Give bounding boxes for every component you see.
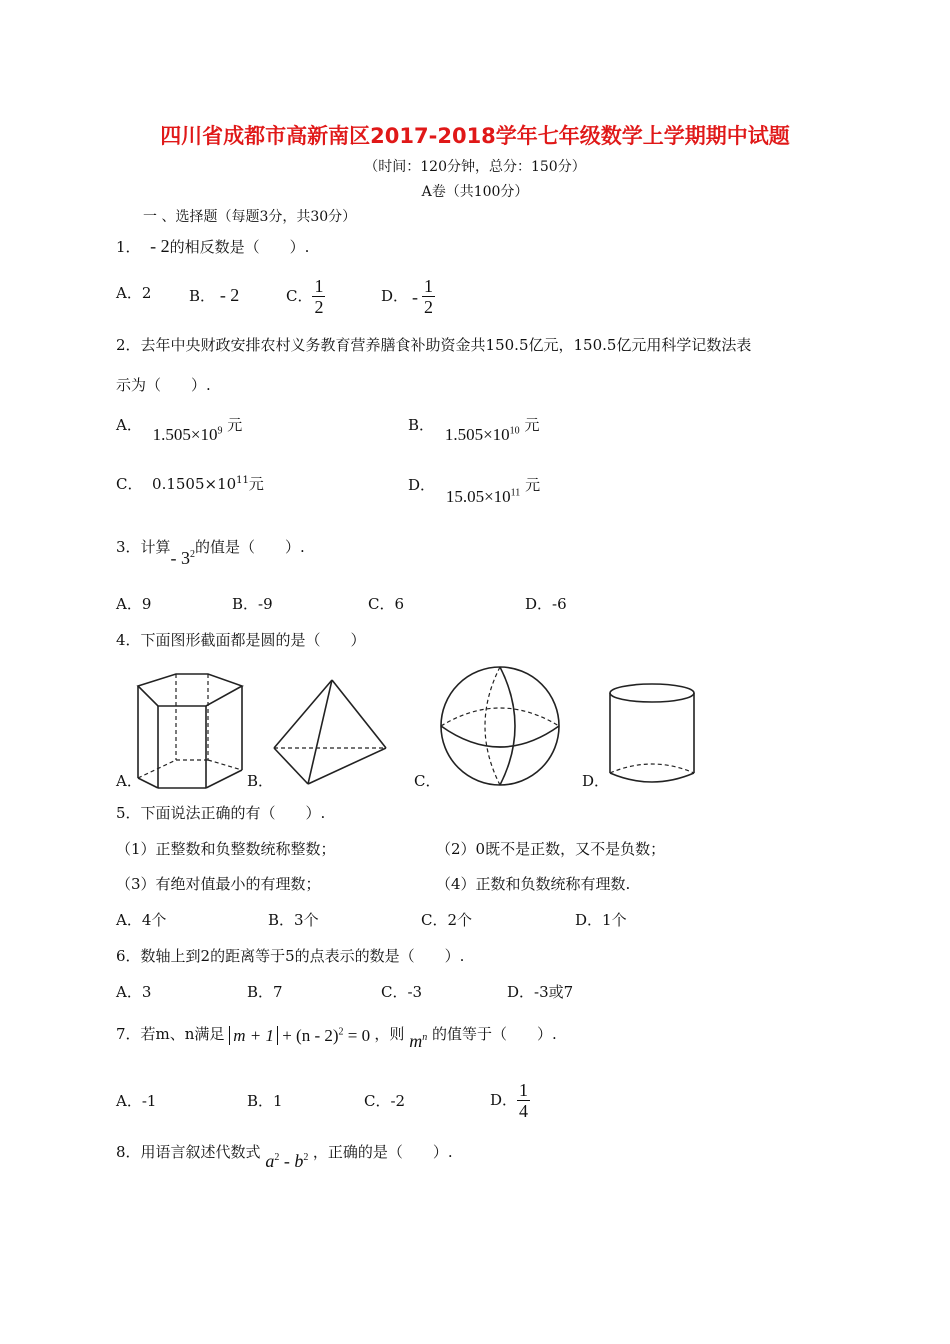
q8-expr: $a^2 - b^2$ xyxy=(265,1151,309,1171)
q7-option-b[interactable]: B．1 xyxy=(247,1092,283,1110)
q5-statement-4: （4）正数和负数统称有理数. xyxy=(436,875,631,893)
part1-heading: 一 、选择题（每题3分，共30分） xyxy=(143,209,357,225)
page-title: 四川省成都市高新南区2017-2018学年七年级数学上学期期中试题 xyxy=(160,124,790,148)
q1-option-c[interactable]: C． $\frac{1}{2}$ xyxy=(286,276,324,317)
q1-expr: - 2 xyxy=(150,236,170,256)
pyramid-figure xyxy=(268,676,392,788)
q4-option-a[interactable]: A． xyxy=(116,772,142,790)
q7-power: $m^n$ xyxy=(409,1031,428,1051)
cylinder-figure xyxy=(606,681,698,787)
q2-option-a[interactable]: A． $1.505\times 10^9$ 元 xyxy=(116,416,243,444)
q7-d-fraction: $\frac{1}{4}$ xyxy=(519,1080,529,1121)
q7-option-a[interactable]: A．-1 xyxy=(116,1092,157,1110)
q2-option-b[interactable]: B． $1.505\times 10^{10}$ 元 xyxy=(408,416,540,444)
q7-stem: 7．若m、n满足 m + 1 + (n - 2)$^2$ = 0 ，则 $m^n$ 的值等于（ ）. xyxy=(116,1025,557,1051)
q3-option-c[interactable]: C．6 xyxy=(368,595,405,613)
q6-option-d[interactable]: D．-3或7 xyxy=(507,983,574,1001)
hexagonal-prism-figure xyxy=(134,672,246,792)
q5-option-b[interactable]: B．3个 xyxy=(268,911,319,929)
q4-option-c[interactable]: C． xyxy=(414,772,441,790)
q5-option-a[interactable]: A．4个 xyxy=(116,911,167,929)
q1-c-fraction: $\frac{1}{2}$ xyxy=(314,276,324,317)
q6-option-b[interactable]: B．7 xyxy=(247,983,283,1001)
sphere-figure xyxy=(438,664,562,788)
q2-stem-line2: 示为（ ）. xyxy=(116,376,211,394)
q7-option-d[interactable]: D． $\frac{1}{4}$ xyxy=(490,1080,529,1121)
q3-option-b[interactable]: B．-9 xyxy=(232,595,273,613)
q6-option-c[interactable]: C．-3 xyxy=(381,983,423,1001)
q5-statement-3: （3）有绝对值最小的有理数； xyxy=(116,875,321,893)
q5-statement-1: （1）正整数和负整数统称整数； xyxy=(116,840,336,858)
q2-option-c[interactable]: C． $0.1505\times 10^{11}$元 xyxy=(116,475,264,493)
section-a-heading: A卷（共100分） xyxy=(421,184,529,200)
q7-option-c[interactable]: C．-2 xyxy=(364,1092,406,1110)
q1-d-fraction: $\frac{1}{2}$ xyxy=(424,276,434,317)
q6-option-a[interactable]: A．3 xyxy=(116,983,152,1001)
q8-stem: 8．用语言叙述代数式 $a^2 - b^2$ ，正确的是（ ）. xyxy=(116,1143,453,1171)
q3-option-d[interactable]: D．-6 xyxy=(525,595,567,613)
q3-expr: - $3^2$ xyxy=(170,548,196,568)
q3-stem: 3．计算- $3^2$的值是（ ）. xyxy=(116,538,305,568)
q1-option-a[interactable]: A．2 xyxy=(116,284,152,302)
q5-statement-2: （2）0既不是正数，又不是负数； xyxy=(436,840,666,858)
q5-option-d[interactable]: D．1个 xyxy=(575,911,627,929)
time-info: （时间：120分钟，总分：150分） xyxy=(364,159,586,175)
q4-stem: 4．下面图形截面都是圆的是（ ） xyxy=(116,631,366,649)
q5-stem: 5．下面说法正确的有（ ）. xyxy=(116,804,326,822)
q3-option-a[interactable]: A．9 xyxy=(116,595,152,613)
q1-option-d[interactable]: D． - $\frac{1}{2}$ xyxy=(381,276,434,317)
q2-option-d[interactable]: D． $15.05\times 10^{11}$ 元 xyxy=(408,476,541,506)
q7-equation: m + 1 + (n - 2)$^2$ = 0 xyxy=(229,1026,374,1045)
q5-option-c[interactable]: C．2个 xyxy=(421,911,473,929)
q1-stem: 1． - 2的相反数是（ ）. xyxy=(116,236,310,256)
q4-option-b[interactable]: B． xyxy=(247,772,274,790)
q4-option-d[interactable]: D． xyxy=(582,772,610,790)
q1-option-b[interactable]: B． - 2 xyxy=(189,285,240,305)
q2-stem-line1: 2．去年中央财政安排农村义务教育营养膳食补助资金共150.5亿元，150.5亿元用科学记数法表 xyxy=(116,336,752,354)
q6-stem: 6．数轴上到2的距离等于5的点表示的数是（ ）. xyxy=(116,947,465,965)
